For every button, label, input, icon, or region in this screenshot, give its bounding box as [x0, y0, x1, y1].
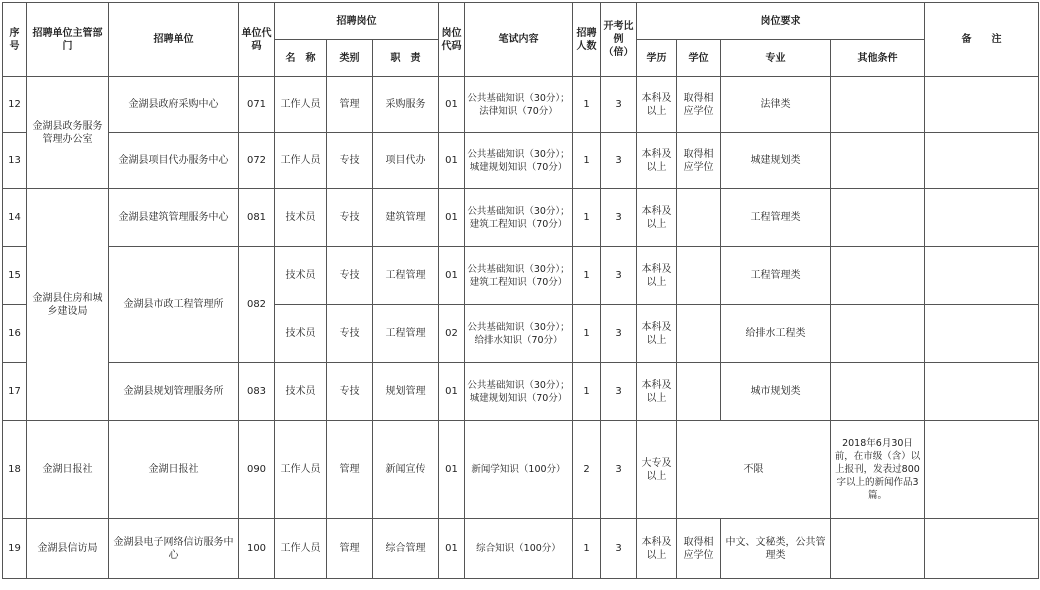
- cell-unit-code: 072: [239, 133, 275, 189]
- cell-ratio: 3: [601, 77, 637, 133]
- cell-ratio: 3: [601, 421, 637, 519]
- cell-remark: [925, 133, 1039, 189]
- cell-post-duty: 采购服务: [373, 77, 439, 133]
- header-post-code: 岗位代码: [439, 3, 465, 77]
- cell-post-name: 技术员: [275, 247, 327, 305]
- cell-seq: 13: [3, 133, 27, 189]
- cell-post-code: 01: [439, 363, 465, 421]
- cell-count: 1: [573, 363, 601, 421]
- cell-major: 不限: [677, 421, 831, 519]
- header-unit-code: 单位代码: [239, 3, 275, 77]
- cell-edu: 本科及以上: [637, 133, 677, 189]
- table-row: [3, 363, 1039, 421]
- cell-post-name: 技术员: [275, 363, 327, 421]
- cell-unit-code: 100: [239, 519, 275, 579]
- cell-count: 1: [573, 247, 601, 305]
- cell-unit-code: 082: [239, 247, 275, 363]
- cell-other: [831, 247, 925, 305]
- cell-other: [831, 77, 925, 133]
- cell-post-duty: 规划管理: [373, 363, 439, 421]
- cell-post-duty: 工程管理: [373, 247, 439, 305]
- header-seq: 序号: [3, 3, 27, 77]
- cell-exam: 公共基础知识（30分）；给排水知识（70分）: [465, 305, 573, 363]
- cell-post-type: 专技: [327, 363, 373, 421]
- cell-seq: 18: [3, 421, 27, 519]
- cell-ratio: 3: [601, 133, 637, 189]
- cell-post-name: 工作人员: [275, 133, 327, 189]
- header-post-type: 类别: [327, 40, 373, 77]
- cell-post-name: 工作人员: [275, 519, 327, 579]
- cell-seq: 19: [3, 519, 27, 579]
- cell-remark: [925, 247, 1039, 305]
- cell-edu: 本科及以上: [637, 519, 677, 579]
- cell-count: 1: [573, 189, 601, 247]
- cell-unit-code: 081: [239, 189, 275, 247]
- cell-post-type: 专技: [327, 133, 373, 189]
- header-ratio: 开考比例（倍）: [601, 3, 637, 77]
- cell-unit-code: 090: [239, 421, 275, 519]
- table-row: [3, 247, 1039, 305]
- cell-other: [831, 363, 925, 421]
- header-post-name: 名 称: [275, 40, 327, 77]
- cell-dept: 金湖县信访局: [27, 519, 109, 579]
- cell-unit: 金湖县市政工程管理所: [109, 247, 239, 363]
- cell-post-code: 01: [439, 421, 465, 519]
- cell-edu: 本科及以上: [637, 247, 677, 305]
- cell-post-type: 专技: [327, 305, 373, 363]
- cell-major: 城建规划类: [721, 133, 831, 189]
- cell-exam: 公共基础知识（30分）；城建规划知识（70分）: [465, 133, 573, 189]
- cell-post-name: 工作人员: [275, 421, 327, 519]
- cell-post-type: 管理: [327, 77, 373, 133]
- cell-post-duty: 建筑管理: [373, 189, 439, 247]
- table-row: [3, 519, 1039, 579]
- cell-remark: [925, 519, 1039, 579]
- cell-post-type: 管理: [327, 421, 373, 519]
- cell-ratio: 3: [601, 519, 637, 579]
- cell-exam: 公共基础知识（30分）；法律知识（70分）: [465, 77, 573, 133]
- cell-post-duty: 综合管理: [373, 519, 439, 579]
- cell-remark: [925, 305, 1039, 363]
- cell-post-name: 工作人员: [275, 77, 327, 133]
- cell-exam: 公共基础知识（30分）；建筑工程知识（70分）: [465, 189, 573, 247]
- cell-post-code: 01: [439, 77, 465, 133]
- cell-major: 中文、文秘类，公共管理类: [721, 519, 831, 579]
- cell-post-duty: 新闻宣传: [373, 421, 439, 519]
- cell-degree: [677, 363, 721, 421]
- cell-other: [831, 133, 925, 189]
- cell-major: 工程管理类: [721, 247, 831, 305]
- cell-unit: 金湖县规划管理服务所: [109, 363, 239, 421]
- header-exam: 笔试内容: [465, 3, 573, 77]
- cell-degree: 取得相应学位: [677, 519, 721, 579]
- cell-unit: 金湖县政府采购中心: [109, 77, 239, 133]
- header-major: 专业: [721, 40, 831, 77]
- cell-ratio: 3: [601, 189, 637, 247]
- cell-remark: [925, 189, 1039, 247]
- header-unit: 招聘单位: [109, 3, 239, 77]
- cell-post-name: 技术员: [275, 305, 327, 363]
- cell-post-duty: 工程管理: [373, 305, 439, 363]
- table-row: [3, 133, 1039, 189]
- cell-exam: 新闻学知识（100分）: [465, 421, 573, 519]
- header-degree: 学位: [677, 40, 721, 77]
- cell-count: 1: [573, 305, 601, 363]
- cell-post-name: 技术员: [275, 189, 327, 247]
- cell-degree: [677, 247, 721, 305]
- cell-unit: 金湖县电子网络信访服务中心: [109, 519, 239, 579]
- table-row: [3, 189, 1039, 247]
- header-dept: 招聘单位主管部门: [27, 3, 109, 77]
- header-edu: 学历: [637, 40, 677, 77]
- cell-count: 1: [573, 133, 601, 189]
- cell-post-code: 02: [439, 305, 465, 363]
- cell-ratio: 3: [601, 305, 637, 363]
- cell-major: 工程管理类: [721, 189, 831, 247]
- cell-post-code: 01: [439, 247, 465, 305]
- cell-seq: 14: [3, 189, 27, 247]
- recruitment-table: [2, 2, 1039, 579]
- cell-exam: 综合知识（100分）: [465, 519, 573, 579]
- cell-unit-code: 071: [239, 77, 275, 133]
- cell-exam: 公共基础知识（30分）；建筑工程知识（70分）: [465, 247, 573, 305]
- cell-post-duty: 项目代办: [373, 133, 439, 189]
- cell-edu: 本科及以上: [637, 77, 677, 133]
- cell-exam: 公共基础知识（30分）；城建规划知识（70分）: [465, 363, 573, 421]
- cell-post-code: 01: [439, 519, 465, 579]
- cell-edu: 本科及以上: [637, 189, 677, 247]
- cell-post-code: 01: [439, 133, 465, 189]
- cell-major: 城市规划类: [721, 363, 831, 421]
- header-requirements: 岗位要求: [637, 3, 925, 40]
- cell-seq: 15: [3, 247, 27, 305]
- cell-seq: 16: [3, 305, 27, 363]
- cell-unit-code: 083: [239, 363, 275, 421]
- cell-ratio: 3: [601, 363, 637, 421]
- cell-degree: 取得相应学位: [677, 133, 721, 189]
- cell-other: [831, 519, 925, 579]
- cell-unit: 金湖日报社: [109, 421, 239, 519]
- cell-unit: 金湖县项目代办服务中心: [109, 133, 239, 189]
- table-row: [3, 421, 1039, 519]
- header-other: 其他条件: [831, 40, 925, 77]
- cell-major: 给排水工程类: [721, 305, 831, 363]
- cell-post-type: 专技: [327, 189, 373, 247]
- cell-degree: [677, 189, 721, 247]
- cell-remark: [925, 363, 1039, 421]
- header-post: 招聘岗位: [275, 3, 439, 40]
- table-row: [3, 77, 1039, 133]
- cell-other: [831, 189, 925, 247]
- cell-dept: 金湖日报社: [27, 421, 109, 519]
- cell-count: 1: [573, 77, 601, 133]
- cell-seq: 12: [3, 77, 27, 133]
- cell-degree: 取得相应学位: [677, 77, 721, 133]
- header-remark: 备 注: [925, 3, 1039, 77]
- cell-dept: 金湖县政务服务管理办公室: [27, 77, 109, 189]
- cell-post-code: 01: [439, 189, 465, 247]
- cell-count: 2: [573, 421, 601, 519]
- header-row-1: [3, 3, 1039, 40]
- cell-count: 1: [573, 519, 601, 579]
- cell-ratio: 3: [601, 247, 637, 305]
- header-post-duty: 职 责: [373, 40, 439, 77]
- cell-major: 法律类: [721, 77, 831, 133]
- cell-degree: [677, 305, 721, 363]
- cell-post-type: 专技: [327, 247, 373, 305]
- cell-dept: 金湖县住房和城乡建设局: [27, 189, 109, 421]
- cell-post-type: 管理: [327, 519, 373, 579]
- cell-other: [831, 305, 925, 363]
- cell-seq: 17: [3, 363, 27, 421]
- cell-other: 2018年6月30日前，在市级（含）以上报刊，发表过800字以上的新闻作品3篇。: [831, 421, 925, 519]
- cell-edu: 本科及以上: [637, 363, 677, 421]
- cell-remark: [925, 77, 1039, 133]
- header-count: 招聘人数: [573, 3, 601, 77]
- cell-edu: 大专及以上: [637, 421, 677, 519]
- cell-remark: [925, 421, 1039, 519]
- cell-unit: 金湖县建筑管理服务中心: [109, 189, 239, 247]
- cell-edu: 本科及以上: [637, 305, 677, 363]
